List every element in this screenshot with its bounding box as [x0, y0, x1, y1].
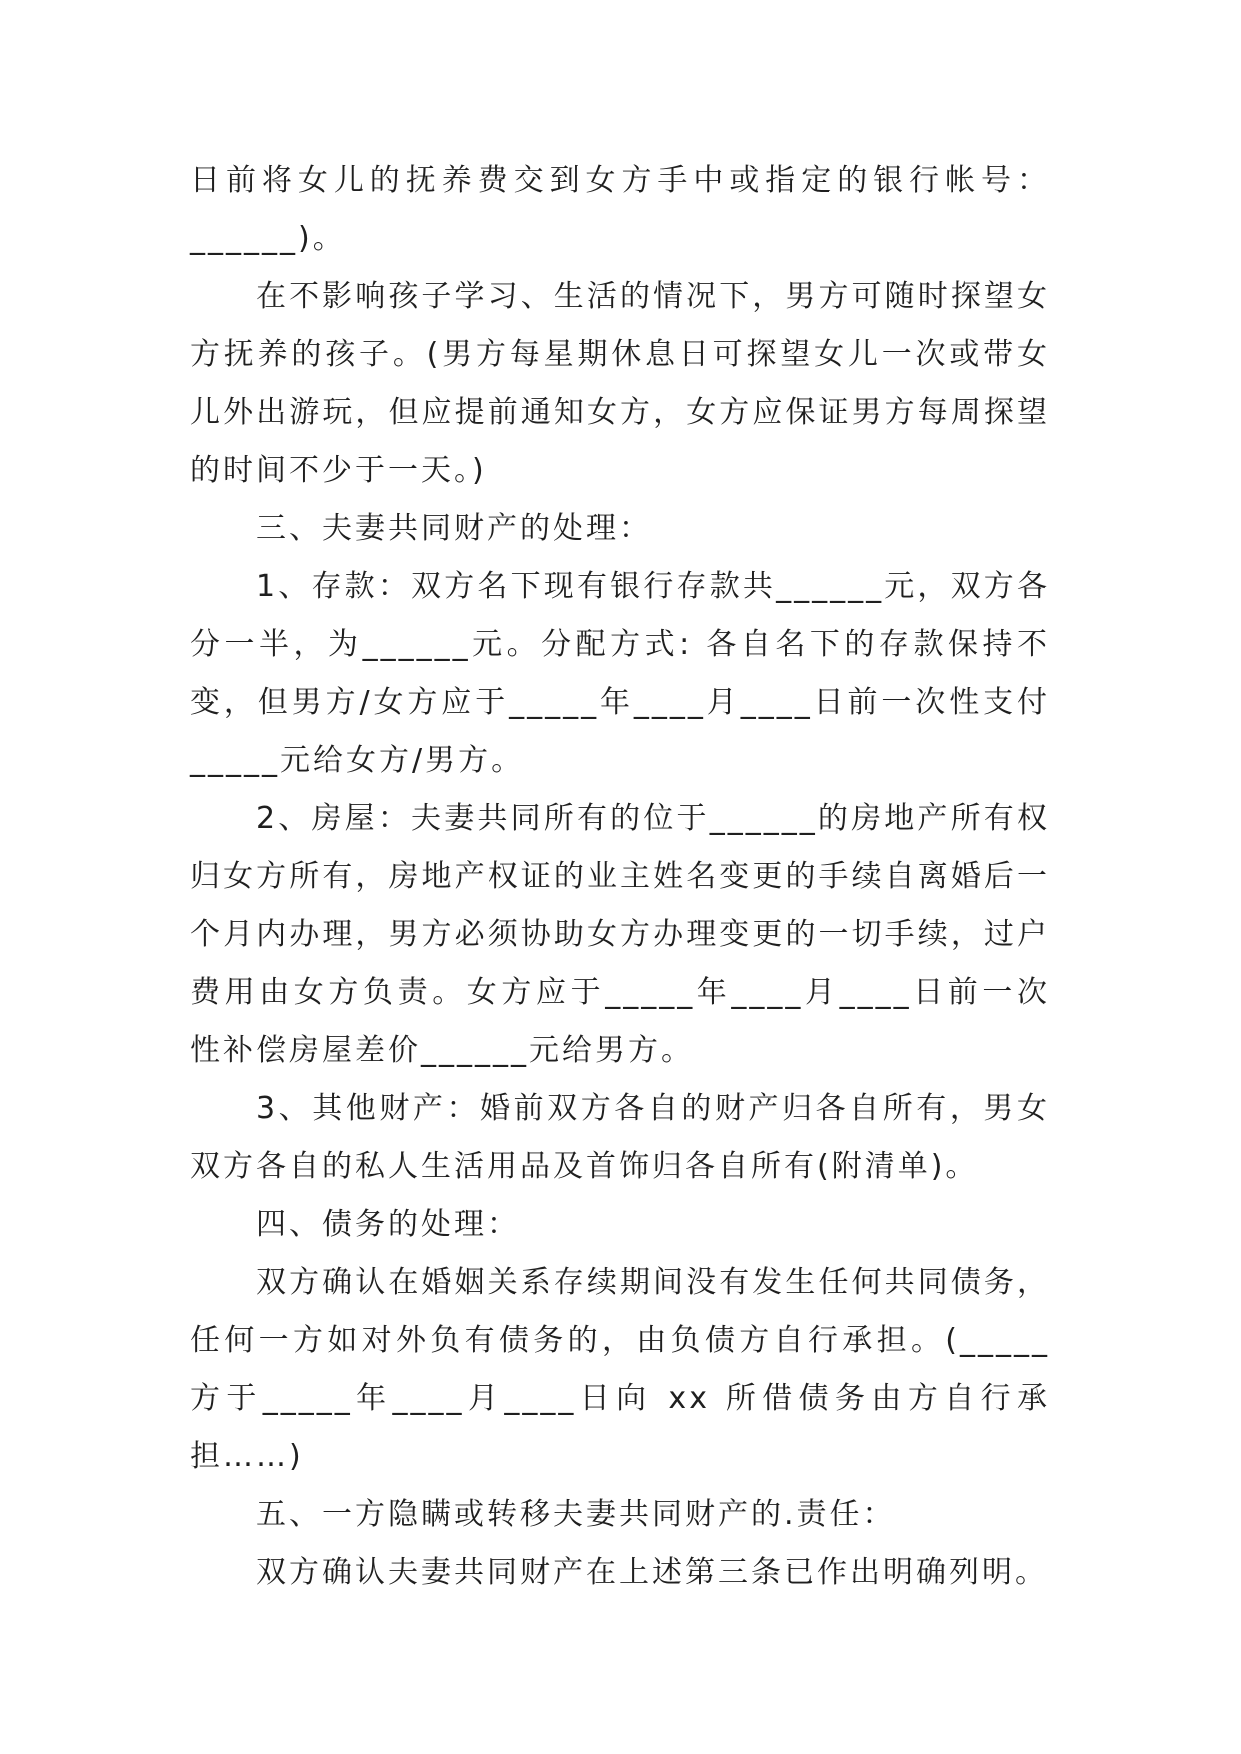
section-heading-concealment-liability: 五、一方隐瞒或转移夫妻共同财产的.责任：	[256, 1497, 896, 1532]
paragraph-deposits: 1、存款：双方名下现有银行存款共______元，双方各分一半，为______元。分配方式: 各自名下的存款保持不变，但男方/女方应于_____年____月____日前一次性支付_____元给女方/男方。	[190, 569, 1050, 778]
paragraph-confirmation: 双方确认夫妻共同财产在上述第三条已作出明确列明。	[256, 1555, 1048, 1590]
paragraph-visitation: 在不影响孩子学习、生活的情况下，男方可随时探望女方抚养的孩子。(男方每星期休息日可探望女儿一次或带女儿外出游玩，但应提前通知女方，女方应保证男方每周探望的时间不少于一天。)	[190, 279, 1050, 488]
section-heading-debts: 四、债务的处理：	[256, 1207, 520, 1242]
document-body	[190, 152, 1050, 1602]
paragraph-debts: 双方确认在婚姻关系存续期间没有发生任何共同债务，任何一方如对外负有债务的，由负债方自行承担。(_____方于_____年____月____日向 xx 所借债务由方自行承担……)	[190, 1265, 1050, 1474]
paragraph-house: 2、房屋：夫妻共同所有的位于______的房地产所有权归女方所有，房地产权证的业主姓名变更的手续自离婚后一个月内办理，男方必须协助女方办理变更的一切手续，过户费用由女方负责。女方应于_____年____月____日前一次性补偿房屋差价______元给男方。	[190, 801, 1050, 1068]
paragraph-child-support-payment: 日前将女儿的抚养费交到女方手中或指定的银行帐号：______)。	[190, 163, 1050, 256]
paragraph-other-property: 3、其他财产：婚前双方各自的财产归各自所有，男女双方各自的私人生活用品及首饰归各自所有(附清单)。	[190, 1091, 1050, 1184]
section-heading-joint-property: 三、夫妻共同财产的处理：	[256, 511, 652, 546]
